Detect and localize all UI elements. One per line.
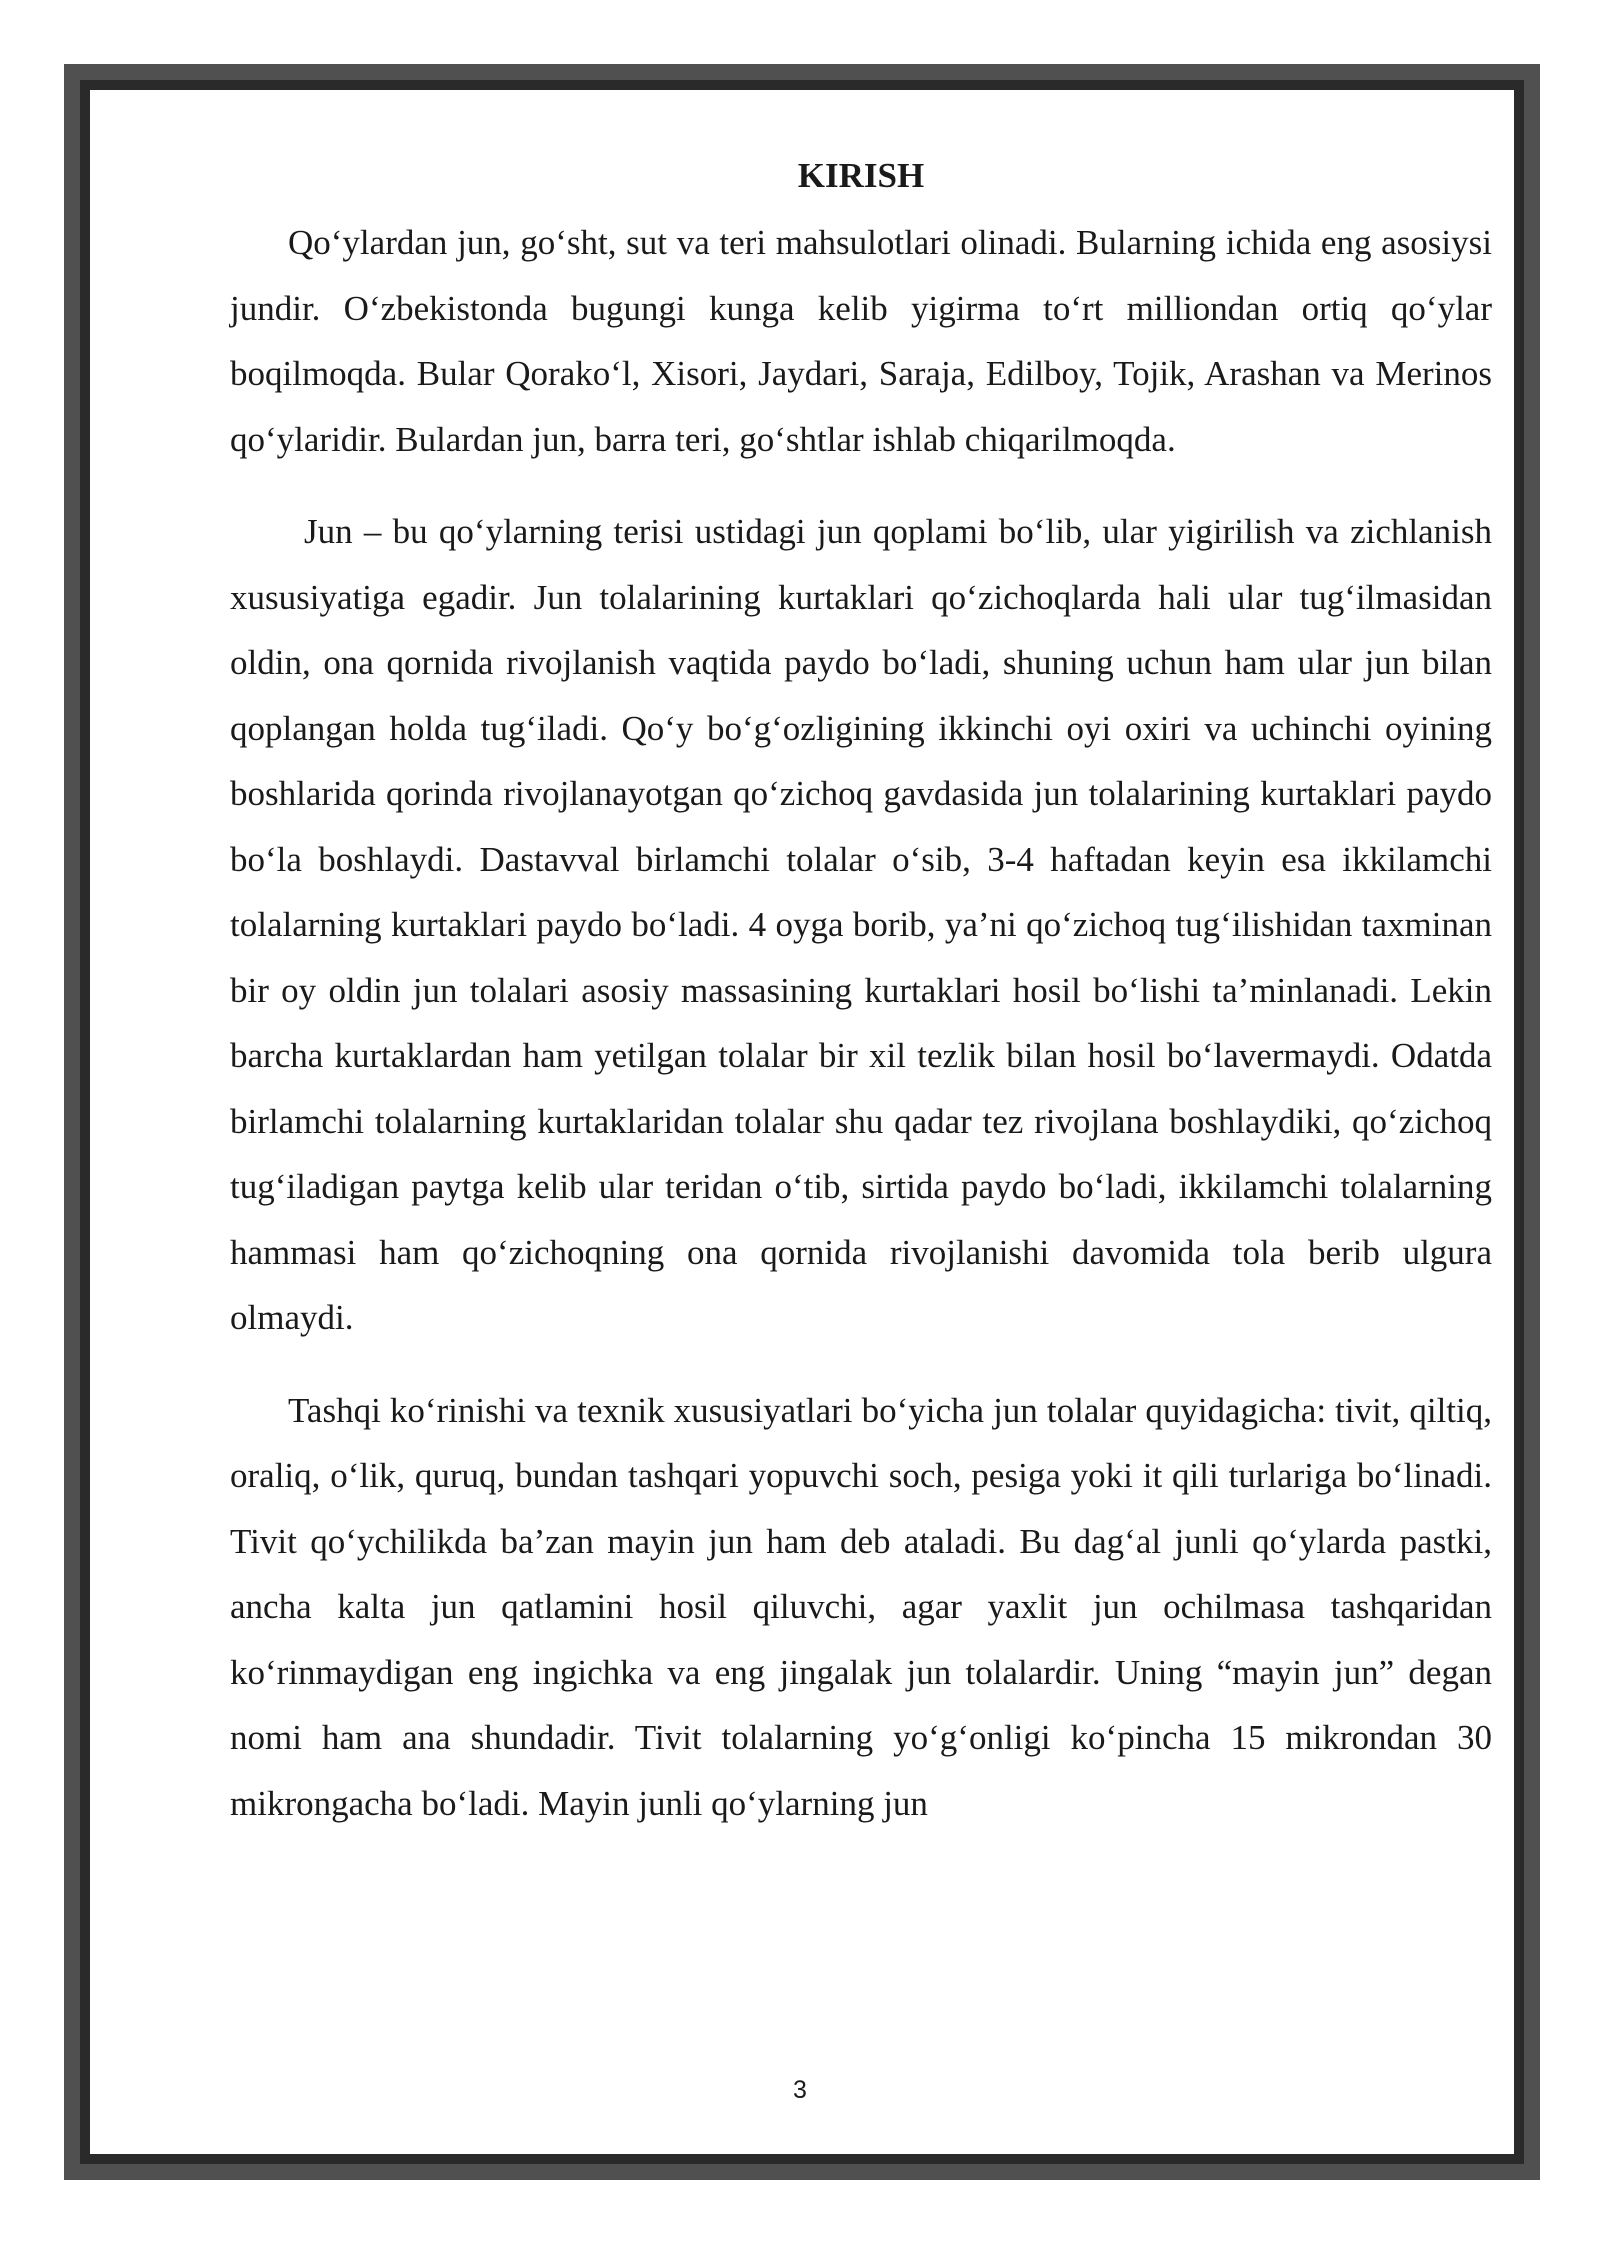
paragraph-1: Qo‘ylardan jun, go‘sht, sut va teri mahsulotlari olinadi. Bularning ichida eng asosiysi jundir. O‘zbekistonda bugungi kunga kelib yigirma to‘rt milliondan ortiq qo‘ylar boqilmoqda. Bular Qorako‘l, Xisori, Jaydari, Saraja, Edilboy, Tojik, Arashan va Merinos qo‘ylaridir. Bulardan jun, barra teri, go‘shtlar ishlab chiqarilmoqda.: [230, 223, 1492, 459]
paragraph-2: Jun – bu qo‘ylarning terisi ustidagi jun qoplami bo‘lib, ular yigirilish va zichlanish xususiyatiga egadir. Jun tolalarining kurtaklari qo‘zichoqlarda hali ular tug‘ilmasidan oldin, ona qornida rivojlanish vaqtida paydo bo‘ladi, shuning uchun ham ular jun bilan qoplangan holda tug‘iladi. Qo‘y bo‘g‘ozligining ikkinchi oyi oxiri va uchinchi oyining boshlarida qorinda rivojlanayotgan qo‘zichoq gavdasida jun tolalarining kurtaklari paydo bo‘la boshlaydi. Dastavval birlamchi tolalar o‘sib, 3-4 haftadan keyin esa ikkilamchi tolalarning kurtaklari paydo bo‘ladi. 4 oyga borib, ya’ni qo‘zichoq tug‘ilishidan taxminan bir oy oldin jun tolalari asosiy massasining kurtaklari hosil bo‘lishi ta’minlanadi. Lekin barcha kurtaklardan ham yetilgan tolalar bir xil tezlik bilan hosil bo‘lavermaydi. Odatda birlamchi tolalarning kurtaklaridan tolalar shu qadar tez rivojlana boshlaydiki, qo‘zichoq tug‘iladigan paytga kelib ular teridan o‘tib, sirtida paydo bo‘ladi, ikkilamchi tolalarning hammasi ham qo‘zichoqning ona qornida rivojlanishi davomida tola berib ulgura olmaydi.: [230, 512, 1492, 1337]
page-number: 3: [793, 2076, 807, 2104]
paragraph-3: Tashqi ko‘rinishi va texnik xususiyatlari bo‘yicha jun tolalar quyidagicha: tivit, qiltiq, oraliq, o‘lik, quruq, bundan tashqari yopuvchi soch, pesiga yoki it qili turlariga bo‘linadi. Tivit qo‘ychilikda ba’zan mayin jun ham deb ataladi. Bu dag‘al junli qo‘ylarda pastki, ancha kalta jun qatlamini hosil qiluvchi, agar yaxlit jun ochilmasa tashqaridan ko‘rinmaydigan eng ingichka va eng jingalak jun tolalardir. Uning “mayin jun” degan nomi ham ana shundadir. Tivit tolalarning yo‘g‘onligi ko‘pincha 15 mikrondan 30 mikrongacha bo‘ladi. Mayin junli qo‘ylarning jun: [230, 1390, 1492, 1823]
page-title: KIRISH: [797, 156, 925, 195]
page-content: [230, 150, 1492, 1863]
